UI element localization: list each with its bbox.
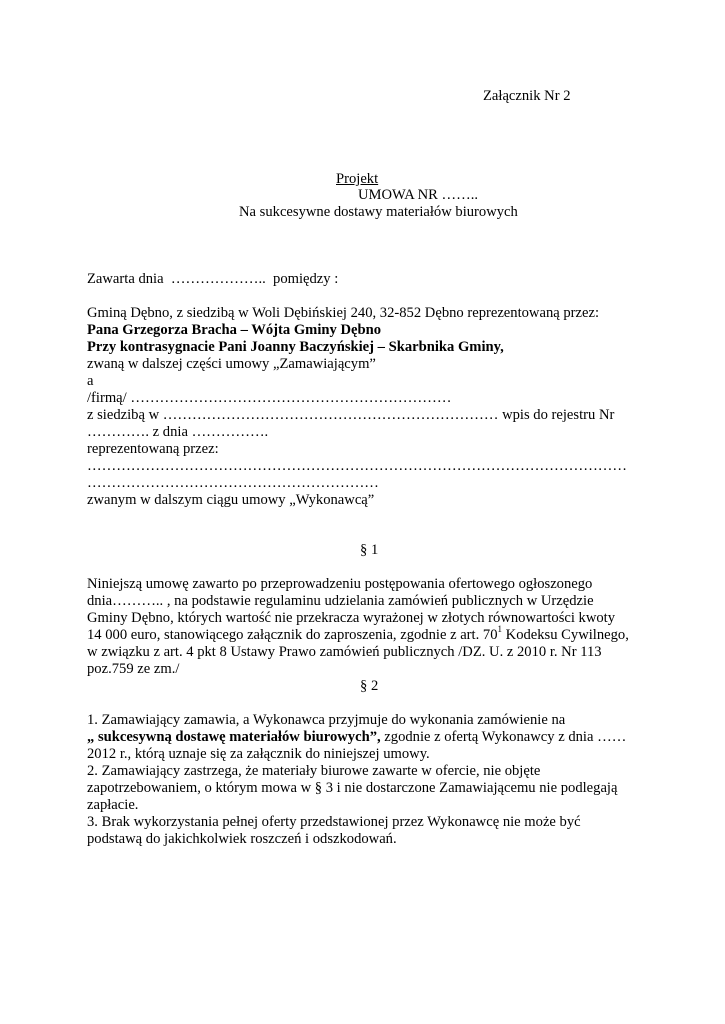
and-label: a xyxy=(87,373,94,389)
contract-subject: Na sukcesywne dostawy materiałów biurowych xyxy=(239,204,518,220)
section-2-p1-line-2 xyxy=(87,728,626,746)
wojt-line: Pana Grzegorza Bracha – Wójta Gminy Dębno xyxy=(87,322,382,338)
section-2-bold-phrase: „ sukcesywną dostawę materiałów biurowych”, xyxy=(87,729,381,745)
section-2-p2-line-3: zapłacie. xyxy=(87,797,139,813)
gmina-line: Gminą Dębno, z siedzibą w Woli Dębińskiej 240, 32-852 Dębno reprezentowaną przez: xyxy=(87,305,600,321)
section-1-line-1: Niniejszą umowę zawarto po przeprowadzeniu postępowania ofertowego ogłoszonego xyxy=(87,576,593,592)
skarbnik-line: Przy kontrasygnacie Pani Joanny Baczyńskiej – Skarbnika Gminy, xyxy=(87,339,504,355)
zamawiajacy-line: zwaną w dalszej części umowy „Zamawiającym” xyxy=(87,356,376,372)
concluded-label: Zawarta dnia xyxy=(87,271,164,287)
section-1-line-4b: Kodeksu Cywilnego, xyxy=(502,627,629,643)
section-2-p2-line-1: 2. Zamawiający zastrzega, że materiały biurowe zawarte w ofercie, nie objęte xyxy=(87,763,541,779)
concluded-date: ……………….. xyxy=(170,271,266,287)
section-1-line-5: w związku z art. 4 pkt 8 Ustawy Prawo zamówień publicznych /DZ. U. z 2010 r. Nr 113 xyxy=(87,644,602,660)
between-label: pomiędzy : xyxy=(273,271,339,287)
section-1-line-2: dnia……….. , na podstawie regulaminu udzielania zamówień publicznych w Urzędzie xyxy=(87,593,594,609)
seat-line: z siedzibą w …………………………………………………………… wpis do rejestru Nr xyxy=(87,407,615,423)
concluded-line xyxy=(87,270,338,288)
attachment-label: Załącznik Nr 2 xyxy=(483,88,571,104)
section-2-p2-line-2: zapotrzebowaniem, o którym mowa w § 3 i nie dostarczone Zamawiającemu nie podlegają xyxy=(87,780,618,796)
dots-line-1: ………………………………………………………………………………………………… xyxy=(87,458,627,474)
contract-number: UMOWA NR …….. xyxy=(358,187,478,203)
section-1-line-3: Gminy Dębno, których wartość nie przekracza wyrażonej w złotych równowartości kwoty xyxy=(87,610,616,626)
firm-line: /firmą/ ………………………………………………………… xyxy=(87,390,452,406)
section-1-line-6: poz.759 ze zm./ xyxy=(87,661,180,677)
section-2-p3-line-1: 3. Brak wykorzystania pełnej oferty przedstawionej przez Wykonawcę nie może być xyxy=(87,814,581,830)
section-2-p3-line-2: podstawą do jakichkolwiek roszczeń i odszkodowań. xyxy=(87,831,397,847)
wykonawca-line: zwanym w dalszym ciągu umowy „Wykonawcą” xyxy=(87,492,375,508)
represented-label: reprezentowaną przez: xyxy=(87,441,219,457)
section-2-p1-line-1: 1. Zamawiający zamawia, a Wykonawca przyjmuje do wykonania zamówienie na xyxy=(87,712,566,728)
section-1-heading: § 1 xyxy=(360,542,379,558)
section-1-line-4a: 14 000 euro, stanowiącego załącznik do zaproszenia, zgodnie z art. 70 xyxy=(87,627,498,643)
project-label: Projekt xyxy=(336,171,379,187)
section-1-line-4 xyxy=(87,626,629,644)
register-date-line: …………. z dnia ……………. xyxy=(87,424,269,440)
footnote-superscript: 1 xyxy=(497,624,502,635)
section-2-heading: § 2 xyxy=(360,678,379,694)
section-2-p1-line-2-rest: zgodnie z ofertą Wykonawcy z dnia …… xyxy=(380,729,627,745)
dots-line-2: …………………………………………………… xyxy=(87,475,379,491)
section-2-p1-line-3: 2012 r., którą uznaje się za załącznik do niniejszej umowy. xyxy=(87,746,430,762)
